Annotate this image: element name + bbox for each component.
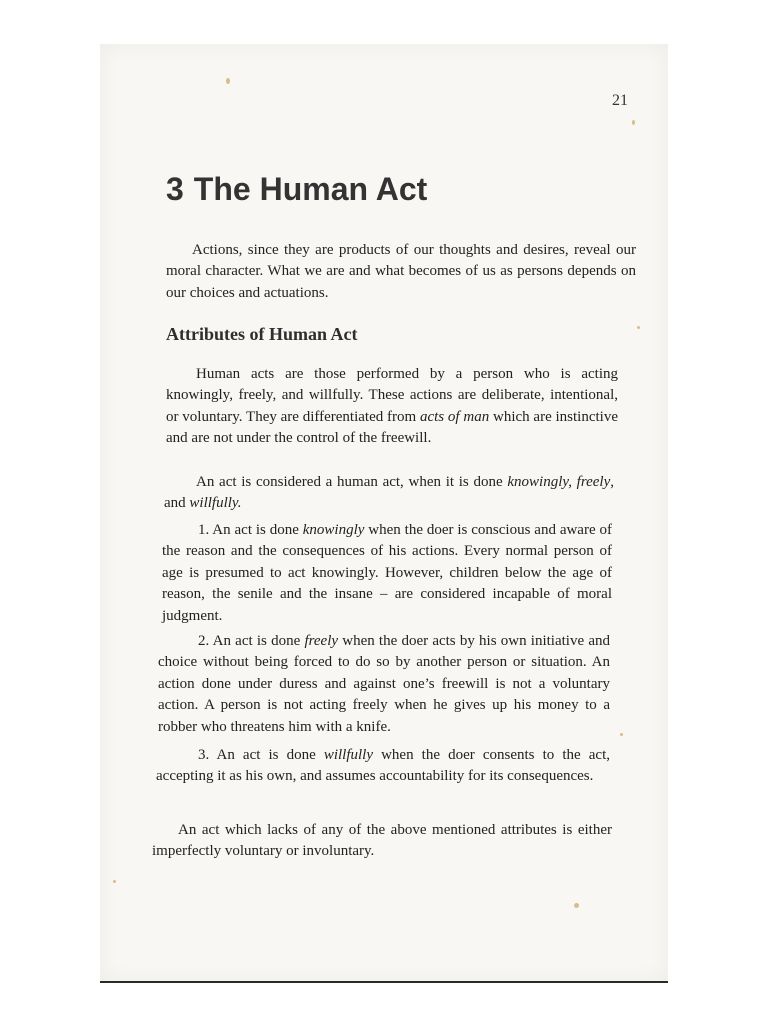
- paper-speck: [637, 326, 640, 329]
- point-willfully: [156, 745, 610, 788]
- definition-text-end: which are instinctive and are not under the control of the freewill.: [166, 408, 618, 447]
- freely-term: freely: [576, 474, 611, 490]
- point-2-text: when the doer acts by his own initiative and choice without being forced to do so by another person or situation. An action done under duress and against one’s freewill is not a voluntary action. A person is not acting freely when he gives up his money to a robber who threatens him with a knife.: [158, 633, 610, 735]
- point-1-lead: 1. An act is done: [198, 522, 303, 538]
- paper-speck: [632, 120, 635, 125]
- intro-text: Actions, since they are products of our thoughts and desires, reveal our moral character. What we are and what becomes of us as persons depends on our choices and actuations.: [166, 242, 636, 301]
- point-2-lead: 2. An act is done: [198, 633, 305, 649]
- section-heading: Attributes of Human Act: [166, 324, 358, 344]
- conclusion-text: An act which lacks of any of the above mentioned attributes is either imperfectly voluntary or involuntary.: [152, 822, 612, 860]
- point-1-text: when the doer is conscious and aware of the reason and the consequences of his actions. Every normal person of age is presumed to act knowingly. However, children below the age of reason, the senile and the insane – are considered incapable of moral judgment.: [162, 522, 612, 624]
- point-3-lead: 3. An act is done: [198, 747, 324, 763]
- paper-speck: [226, 78, 230, 84]
- point-2-term: freely: [304, 633, 339, 649]
- point-knowingly: [162, 520, 612, 627]
- conclusion-paragraph: [152, 820, 612, 863]
- point-freely: [158, 631, 610, 738]
- chapter-number: 3: [166, 171, 184, 207]
- knowingly-term: knowingly,: [507, 474, 572, 490]
- chapter-title: [166, 171, 427, 208]
- criteria-paragraph: [164, 472, 614, 515]
- acts-of-man-term: acts of man: [419, 408, 490, 425]
- point-3-term: willfully: [323, 747, 374, 763]
- intro-paragraph: [166, 240, 636, 304]
- paper-speck: [620, 733, 623, 736]
- point-3-text: when the doer consents to the act, accepting it as his own, and assumes accountability for its consequences.: [156, 747, 610, 785]
- chapter-title-text: The Human Act: [193, 171, 428, 207]
- page-number: 21: [612, 92, 628, 109]
- paper-speck: [574, 903, 579, 908]
- definition-text: Human acts are those performed by a person who is acting knowingly, freely, and willfully. These actions are deliberate, intentional, or voluntary. They are differentiated from: [166, 366, 618, 425]
- point-1-term: knowingly: [302, 522, 365, 538]
- criteria-text: An act is considered a human act, when it is done: [196, 474, 508, 490]
- criteria-and: , and: [164, 474, 615, 512]
- definition-paragraph: [166, 364, 618, 450]
- page-bottom-edge: [100, 981, 668, 983]
- paper-speck: [113, 880, 116, 883]
- willfully-term: willfully.: [189, 495, 242, 512]
